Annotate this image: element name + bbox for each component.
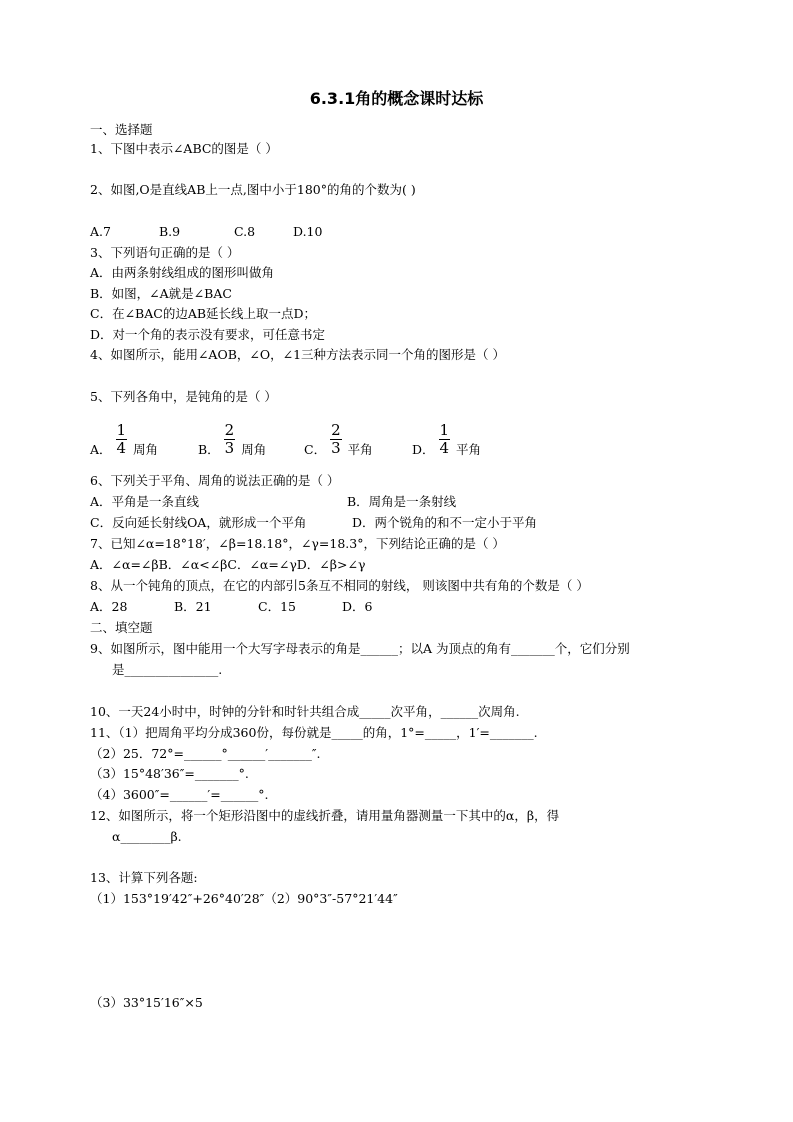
q5-option-b bbox=[198, 420, 266, 458]
question-11-part-3: （3）15°48′36″=_______°. bbox=[90, 766, 249, 781]
question-12-line-1: 12、如图所示，将一个矩形沿图中的虚线折叠，请用量角器测量一下其中的α，β，得 bbox=[90, 808, 560, 823]
question-7-options: A．∠α=∠βB．∠α<∠βC．∠α=∠γD．∠β>∠γ bbox=[90, 557, 366, 572]
q5-option-a-letter: A． bbox=[90, 442, 112, 457]
q8-option-c: C．15 bbox=[258, 599, 296, 614]
q5-option-a-fraction bbox=[116, 422, 128, 457]
section-fill-heading: 二、填空题 bbox=[90, 620, 153, 635]
question-9-line-1: 9、如图所示，图中能用一个大写字母表示的角是______；以A 为顶点的角有_______个，它们分别 bbox=[90, 641, 630, 656]
question-5: 5、下列各角中，是钝角的是（ ） bbox=[90, 389, 277, 404]
question-3: 3、下列语句正确的是（ ） bbox=[90, 245, 240, 260]
q5-option-a-unit: 周角 bbox=[133, 442, 159, 457]
question-11-part-1: 11、（1）把周角平均分成360份，每份就是_____的角，1°=_____，1′=_______. bbox=[90, 725, 538, 740]
q6-option-a: A．平角是一条直线 bbox=[90, 494, 200, 509]
fraction-numerator: 2 bbox=[224, 420, 235, 439]
q5-option-c-unit: 平角 bbox=[347, 442, 373, 457]
question-11-part-2: （2）25．72°=______°______′_______″. bbox=[90, 746, 321, 761]
question-2: 2、如图,O是直线AB上一点,图中小于180°的角的个数为( ) bbox=[90, 182, 416, 197]
section-choice-heading: 一、选择题 bbox=[90, 122, 153, 137]
page-title: 6.3.1角的概念课时达标 bbox=[309, 89, 484, 108]
q6-option-c: C．反向延长射线OA，就形成一个平角 bbox=[90, 515, 307, 530]
question-9-line-2: 是_______________. bbox=[112, 662, 223, 677]
fraction-denominator: 3 bbox=[331, 438, 341, 457]
q2-option-b: B.9 bbox=[159, 224, 181, 239]
question-11-part-4: （4）3600″=______′=______°. bbox=[90, 787, 269, 802]
fraction-denominator: 3 bbox=[224, 438, 235, 457]
q3-option-a: A．由两条射线组成的图形叫做角 bbox=[90, 265, 275, 280]
q5-option-d bbox=[412, 420, 481, 458]
q5-option-b-unit: 周角 bbox=[241, 442, 267, 457]
q5-option-c-letter: C． bbox=[304, 442, 327, 457]
q5-option-b-fraction bbox=[224, 422, 236, 457]
question-4: 4、如图所示，能用∠AOB，∠O，∠1三种方法表示同一个角的图形是（ ） bbox=[90, 347, 506, 362]
q2-option-d: D.10 bbox=[293, 224, 323, 239]
q2-option-a: A.7 bbox=[90, 224, 111, 239]
fraction-numerator: 2 bbox=[331, 420, 341, 439]
question-6: 6、下列关于平角、周角的说法正确的是（ ） bbox=[90, 473, 340, 488]
q5-option-b-letter: B． bbox=[198, 442, 220, 457]
question-12-line-2: α________β. bbox=[112, 829, 182, 844]
question-13-part-3: （3）33°15′16″×5 bbox=[90, 995, 203, 1010]
q6-option-d: D．两个锐角的和不一定小于平角 bbox=[352, 515, 538, 530]
q2-option-c: C.8 bbox=[234, 224, 256, 239]
question-7: 7、已知∠α=18°18′，∠β=18.18°，∠γ=18.3°，下列结论正确的是（ ） bbox=[90, 536, 505, 551]
fraction-numerator: 1 bbox=[439, 420, 450, 439]
q6-option-b: B．周角是一条射线 bbox=[347, 494, 457, 509]
q5-option-d-fraction bbox=[439, 422, 451, 457]
fraction-denominator: 4 bbox=[439, 438, 450, 457]
q8-option-b: B．21 bbox=[174, 599, 212, 614]
question-1: 1、下图中表示∠ABC的图是（ ） bbox=[90, 141, 278, 156]
fraction-numerator: 1 bbox=[116, 420, 127, 439]
q8-option-a: A．28 bbox=[90, 599, 128, 614]
question-13: 13、计算下列各题: bbox=[90, 870, 198, 885]
q5-option-c bbox=[304, 420, 373, 458]
fraction-denominator: 4 bbox=[116, 438, 127, 457]
question-8: 8、从一个钝角的顶点，在它的内部引5条互不相同的射线， 则该图中共有角的个数是（ ） bbox=[90, 578, 589, 593]
q8-option-d: D．6 bbox=[342, 599, 373, 614]
q3-option-d: D．对一个角的表示没有要求，可任意书定 bbox=[90, 327, 326, 342]
q5-option-d-unit: 平角 bbox=[456, 442, 482, 457]
q5-option-a bbox=[90, 420, 158, 458]
question-10: 10、一天24小时中，时钟的分针和时针共组合成_____次平角，______次周角. bbox=[90, 704, 520, 719]
q3-option-b: B．如图，∠A就是∠BAC bbox=[90, 286, 232, 301]
q5-option-c-fraction bbox=[330, 422, 342, 457]
q5-option-d-letter: D． bbox=[412, 442, 435, 457]
q3-option-c: C．在∠BAC的边AB延长线上取一点D； bbox=[90, 306, 317, 321]
question-13-parts-1-2: （1）153°19′42″+26°40′28″（2）90°3″-57°21′44″ bbox=[90, 891, 398, 906]
